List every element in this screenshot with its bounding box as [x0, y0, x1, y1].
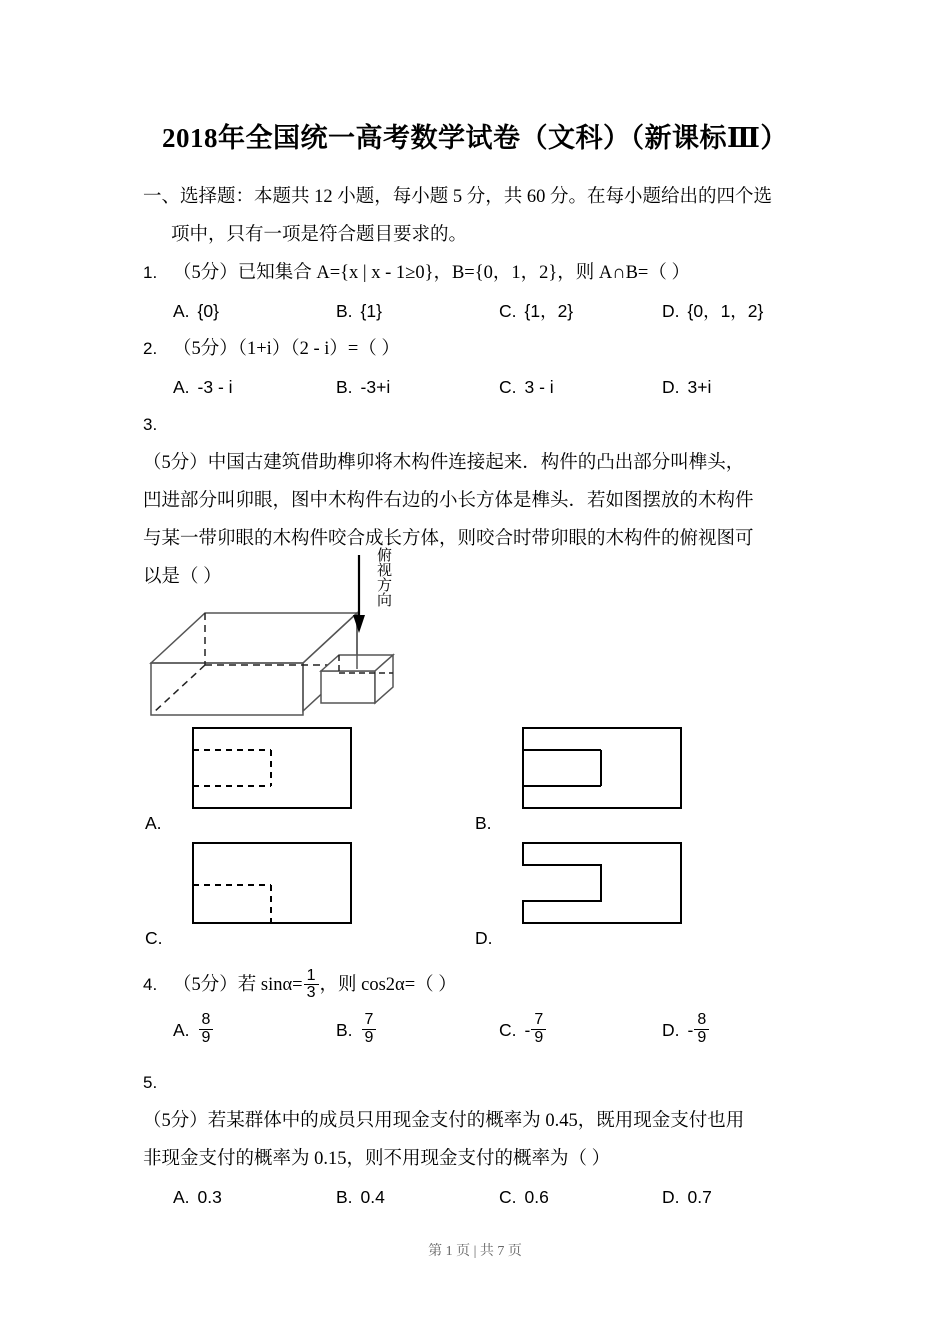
option-letter: D.	[662, 1020, 680, 1040]
view-direction-arrow	[353, 555, 365, 633]
question-4-fraction	[304, 968, 319, 1002]
question-1-number: 1.	[143, 263, 158, 282]
view-option-a-label: A.	[145, 813, 162, 833]
view-option-a-svg	[191, 726, 391, 816]
questions-4-5-block	[143, 966, 843, 1216]
question-5-options	[143, 1178, 843, 1216]
option-letter: C.	[499, 377, 517, 397]
option-fraction	[362, 1012, 377, 1046]
tenon-3d-figure	[143, 543, 443, 728]
big-box-top-face	[151, 613, 357, 663]
question-4-option-d[interactable]	[662, 1004, 825, 1056]
tenon-3d-svg	[143, 543, 443, 728]
question-1-text: （5分）已知集合 A={x | x - 1≥0}，B={0，1，2}，则 A∩B=（ ）	[173, 263, 690, 283]
fraction-denominator: 3	[304, 984, 319, 1001]
option-letter: B.	[336, 1187, 353, 1207]
option-letter: D.	[662, 301, 680, 321]
option-fraction	[199, 1012, 214, 1046]
question-5-option-b[interactable]	[336, 1178, 499, 1216]
question-4-option-c[interactable]	[499, 1004, 662, 1056]
option-letter: B.	[336, 377, 353, 397]
view-option-d-label: D.	[475, 928, 493, 948]
question-3-line-1: （5分）中国古建筑借助榫卯将木构件连接起来．构件的凸出部分叫榫头，	[143, 453, 745, 473]
question-1-option-d[interactable]	[662, 292, 825, 330]
option-letter: C.	[499, 1187, 517, 1207]
option-value: {0}	[197, 301, 219, 321]
question-2-option-d[interactable]	[662, 368, 825, 406]
question-5-option-d[interactable]	[662, 1178, 825, 1216]
option-letter: B.	[336, 1020, 353, 1040]
fraction-numerator: 8	[697, 1011, 707, 1029]
question-1-option-a[interactable]	[173, 292, 336, 330]
outer-rectangle	[193, 728, 351, 808]
fraction-denominator: 9	[362, 1029, 377, 1046]
question-3-number: 3.	[143, 415, 158, 434]
exam-content	[143, 178, 823, 596]
fraction-numerator: 8	[201, 1011, 211, 1029]
question-3-line-4: 以是（ ）	[143, 567, 222, 587]
option-value: 0.7	[687, 1187, 712, 1207]
fraction-denominator: 9	[199, 1029, 214, 1046]
question-5	[143, 1064, 843, 1178]
view-option-d[interactable]	[473, 841, 773, 949]
tenon-front-face	[321, 671, 375, 703]
option-value: 0.6	[524, 1187, 549, 1207]
view-option-b-label: B.	[475, 813, 492, 833]
view-option-b-svg	[521, 726, 721, 816]
fraction-denominator: 9	[694, 1029, 709, 1046]
option-letter: A.	[173, 1187, 190, 1207]
section-instructions	[143, 178, 823, 254]
question-5-line-2: 非现金支付的概率为 0.15，则不用现金支付的概率为（ ）	[143, 1149, 611, 1169]
fraction-numerator: 7	[364, 1011, 374, 1029]
big-box-front-face	[151, 663, 303, 715]
option-value: 0.3	[197, 1187, 222, 1207]
question-5-line-1: （5分）若某群体中的成员只用现金支付的概率为 0.45，既用现金支付也用	[143, 1111, 745, 1131]
option-value: {1}	[360, 301, 382, 321]
fraction-denominator: 9	[531, 1029, 546, 1046]
question-5-option-a[interactable]	[173, 1178, 336, 1216]
option-letter: C.	[499, 1020, 517, 1040]
question-2-option-c[interactable]	[499, 368, 662, 406]
question-4-prefix: （5分）若 sinα=	[173, 975, 303, 995]
option-value: 0.4	[360, 1187, 385, 1207]
question-5-number: 5.	[143, 1073, 158, 1092]
option-value: {1，2}	[524, 301, 574, 321]
view-option-a[interactable]	[143, 726, 443, 834]
question-5-option-c[interactable]	[499, 1178, 662, 1216]
question-2-options	[143, 368, 823, 406]
question-2	[143, 330, 823, 368]
option-letter: A.	[173, 301, 190, 321]
question-1-options	[143, 292, 823, 330]
view-option-b[interactable]	[473, 726, 773, 834]
question-3-line-2: 凹进部分叫卯眼，图中木构件右边的小长方体是榫头．若如图摆放的木构件	[143, 491, 754, 511]
view-option-d-svg	[521, 841, 721, 931]
question-2-option-a[interactable]	[173, 368, 336, 406]
notched-outline	[523, 843, 681, 923]
question-1-option-c[interactable]	[499, 292, 662, 330]
option-value: ‑3 - i	[197, 377, 233, 397]
question-2-option-b[interactable]	[336, 368, 499, 406]
page-footer: 第 1 页 | 共 7 页	[428, 1244, 522, 1259]
option-letter: D.	[662, 1187, 680, 1207]
question-4	[143, 966, 843, 1004]
big-box-hidden-diagonal	[153, 665, 205, 713]
question-4-options	[143, 1004, 843, 1056]
question-5-text	[143, 1073, 843, 1178]
option-sign: ‑	[687, 1020, 694, 1040]
option-sign: ‑	[524, 1020, 531, 1040]
fraction-numerator: 7	[534, 1011, 544, 1029]
question-2-number: 2.	[143, 339, 158, 358]
question-4-option-b[interactable]	[336, 1004, 499, 1056]
option-fraction	[531, 1012, 546, 1046]
option-letter: B.	[336, 301, 353, 321]
fraction-numerator: 1	[306, 966, 316, 984]
instructions-line-1: 一、选择题：本题共 12 小题，每小题 5 分，共 60 分。在每小题给出的四个选	[143, 187, 773, 207]
question-1	[143, 254, 823, 292]
option-value: 3+i	[687, 377, 712, 397]
question-1-option-b[interactable]	[336, 292, 499, 330]
question-4-number: 4.	[143, 975, 158, 994]
view-option-c-svg	[191, 841, 391, 931]
instructions-line-2: 项中，只有一项是符合题目要求的。	[171, 225, 468, 245]
option-letter: A.	[173, 377, 190, 397]
option-letter: A.	[173, 1020, 190, 1040]
question-4-suffix: ，则 cos2α=（ ）	[319, 975, 457, 995]
option-letter: D.	[662, 377, 680, 397]
option-value: 3 - i	[524, 377, 554, 397]
option-letter: C.	[499, 301, 517, 321]
question-4-option-a[interactable]	[173, 1004, 336, 1056]
view-option-c-label: C.	[145, 928, 163, 948]
option-value: ‑3+i	[360, 377, 391, 397]
question-2-text: （5分）（1+i）（2 - i）=（ ）	[173, 339, 400, 359]
question-3-line-3: 与某一带卯眼的木构件咬合成长方体，则咬合时带卯眼的木构件的俯视图可	[143, 529, 754, 549]
view-option-c[interactable]	[143, 841, 443, 949]
view-direction-label: 俯视方向	[375, 547, 391, 607]
option-fraction	[694, 1012, 709, 1046]
question-3-view-options	[143, 726, 823, 956]
page-title: 2018年全国统一高考数学试卷（文科）（新课标Ⅲ）	[162, 123, 788, 153]
option-value: {0，1，2}	[687, 301, 764, 321]
question-4-text	[143, 966, 457, 1002]
